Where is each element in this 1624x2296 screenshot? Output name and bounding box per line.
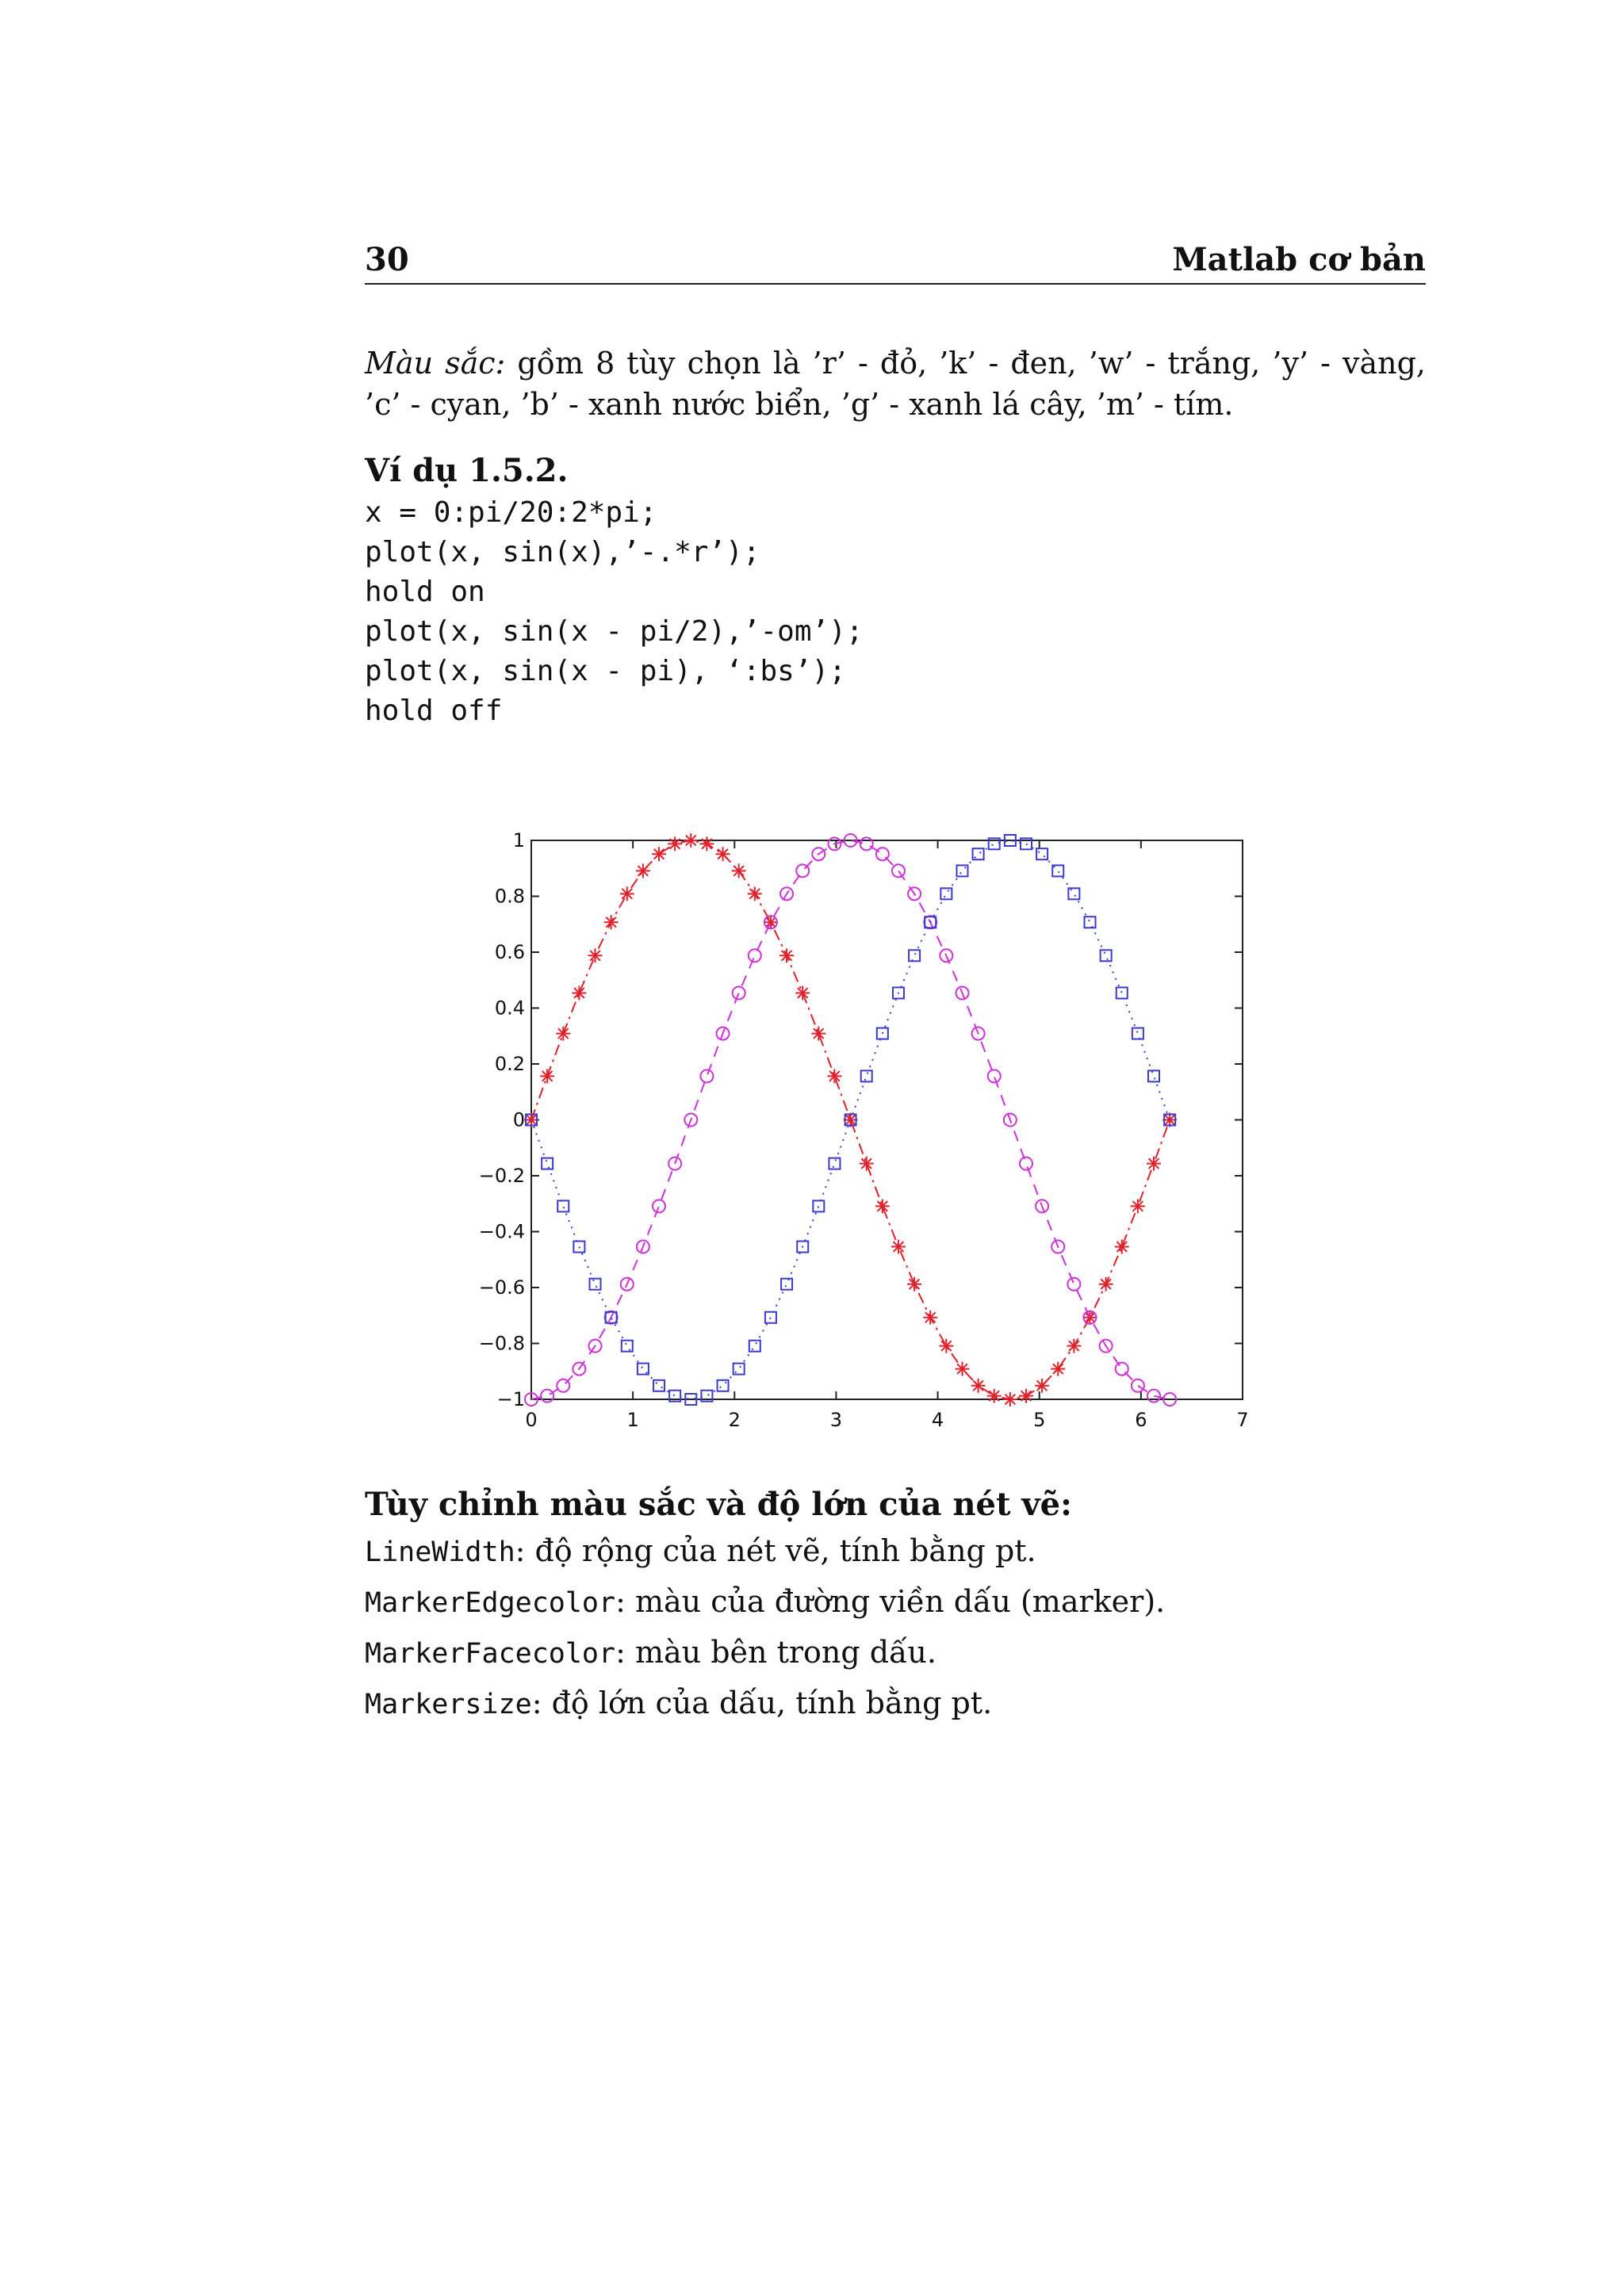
- intro-text: gồm 8 tùy chọn là ’r’ - đỏ, ’k’ - đen, ’w’ - trắng, ’y’ - vàng, ’c’ - cyan, ’b’ - xanh nước biển, ’g’ - xanh lá cây, ’m’ - tím.: [365, 346, 1426, 422]
- property-name: Markersize: [365, 1689, 532, 1720]
- data-point-star: [1051, 1362, 1065, 1376]
- x-tick-label: 3: [829, 1409, 843, 1431]
- data-point-star: [1035, 1379, 1049, 1393]
- property-item: [365, 1686, 992, 1720]
- x-tick-label: 5: [1033, 1409, 1046, 1431]
- data-point-star: [604, 915, 619, 929]
- property-desc: : độ lớn của dấu, tính bằng pt.: [531, 1686, 993, 1720]
- code-line: plot(x, sin(x - pi/2),’-om’);: [365, 615, 864, 648]
- data-point-star: [699, 836, 714, 851]
- y-tick-label: 1: [512, 829, 525, 851]
- y-tick-label: −0.4: [478, 1220, 525, 1243]
- data-point-star: [875, 1199, 890, 1213]
- code-line: hold off: [365, 695, 503, 727]
- x-tick-label: 0: [525, 1409, 538, 1431]
- data-point-star: [636, 863, 650, 878]
- data-point-star: [732, 863, 746, 878]
- data-point-star: [1003, 1392, 1017, 1406]
- y-tick-label: 0: [512, 1108, 525, 1131]
- data-point-star: [955, 1362, 969, 1376]
- y-tick-label: −0.8: [478, 1332, 525, 1355]
- data-point-star: [1131, 1199, 1145, 1213]
- data-point-star: [652, 847, 666, 861]
- code-line: hold on: [365, 576, 485, 608]
- y-tick-label: 0.2: [494, 1053, 525, 1075]
- property-name: LineWidth: [365, 1536, 515, 1568]
- data-point-star: [891, 1240, 906, 1254]
- property-desc: : độ rộng của nét vẽ, tính bằng pt.: [515, 1533, 1036, 1568]
- code-line: x = 0:pi/20:2*pi;: [365, 496, 657, 529]
- y-tick-label: 0.4: [494, 997, 525, 1020]
- data-point-star: [923, 1311, 937, 1325]
- x-tick-label: 6: [1135, 1409, 1147, 1431]
- customization-title: Tùy chỉnh màu sắc và độ lớn của nét vẽ:: [365, 1486, 1072, 1523]
- example-title: Ví dụ 1.5.2.: [365, 452, 569, 489]
- property-name: MarkerEdgecolor: [365, 1587, 616, 1619]
- data-point-star: [684, 833, 698, 848]
- y-tick-label: 0.6: [494, 941, 525, 963]
- data-point-star: [668, 836, 682, 851]
- x-tick-label: 1: [626, 1409, 639, 1431]
- data-point-star: [1147, 1157, 1161, 1171]
- data-point-star: [620, 886, 634, 901]
- x-tick-label: 4: [931, 1409, 944, 1431]
- property-item: [365, 1533, 1036, 1568]
- data-point-star: [716, 847, 730, 861]
- intro-term: Màu sắc:: [365, 346, 506, 381]
- data-point-star: [588, 948, 603, 962]
- plot-frame: [531, 840, 1243, 1399]
- data-point-star: [572, 985, 586, 1000]
- x-tick-label: 2: [728, 1409, 741, 1431]
- code-line: plot(x, sin(x),’-.*r’);: [365, 536, 760, 568]
- data-point-star: [987, 1389, 1002, 1403]
- data-point-star: [811, 1027, 825, 1041]
- data-point-star: [1019, 1389, 1033, 1403]
- property-item: [365, 1635, 936, 1670]
- data-point-star: [779, 948, 794, 962]
- x-tick-label: 7: [1236, 1409, 1249, 1431]
- y-tick-label: −0.6: [478, 1276, 525, 1299]
- property-desc: : màu bên trong dấu.: [615, 1635, 936, 1670]
- data-point-star: [971, 1379, 986, 1393]
- data-point-star: [795, 985, 810, 1000]
- book-title: Matlab cơ bản: [1172, 241, 1426, 278]
- data-point-star: [1115, 1240, 1129, 1254]
- y-tick-label: −1: [496, 1388, 525, 1410]
- data-point-star: [827, 1069, 841, 1083]
- data-point-star: [860, 1157, 874, 1171]
- code-line: plot(x, sin(x - pi), ‘:bs’);: [365, 655, 846, 687]
- data-point-star: [748, 886, 762, 901]
- page-number: 30: [365, 241, 409, 278]
- property-item: [365, 1584, 1165, 1619]
- data-point-star: [540, 1069, 554, 1083]
- data-point-star: [907, 1277, 921, 1292]
- data-point-star: [1067, 1339, 1081, 1353]
- data-point-star: [556, 1027, 570, 1041]
- data-point-star: [939, 1339, 953, 1353]
- data-point-star: [1099, 1277, 1113, 1292]
- property-desc: : màu của đường viền dấu (marker).: [615, 1584, 1166, 1619]
- property-name: MarkerFacecolor: [365, 1638, 616, 1670]
- y-tick-label: −0.2: [478, 1165, 525, 1187]
- y-tick-label: 0.8: [494, 885, 525, 908]
